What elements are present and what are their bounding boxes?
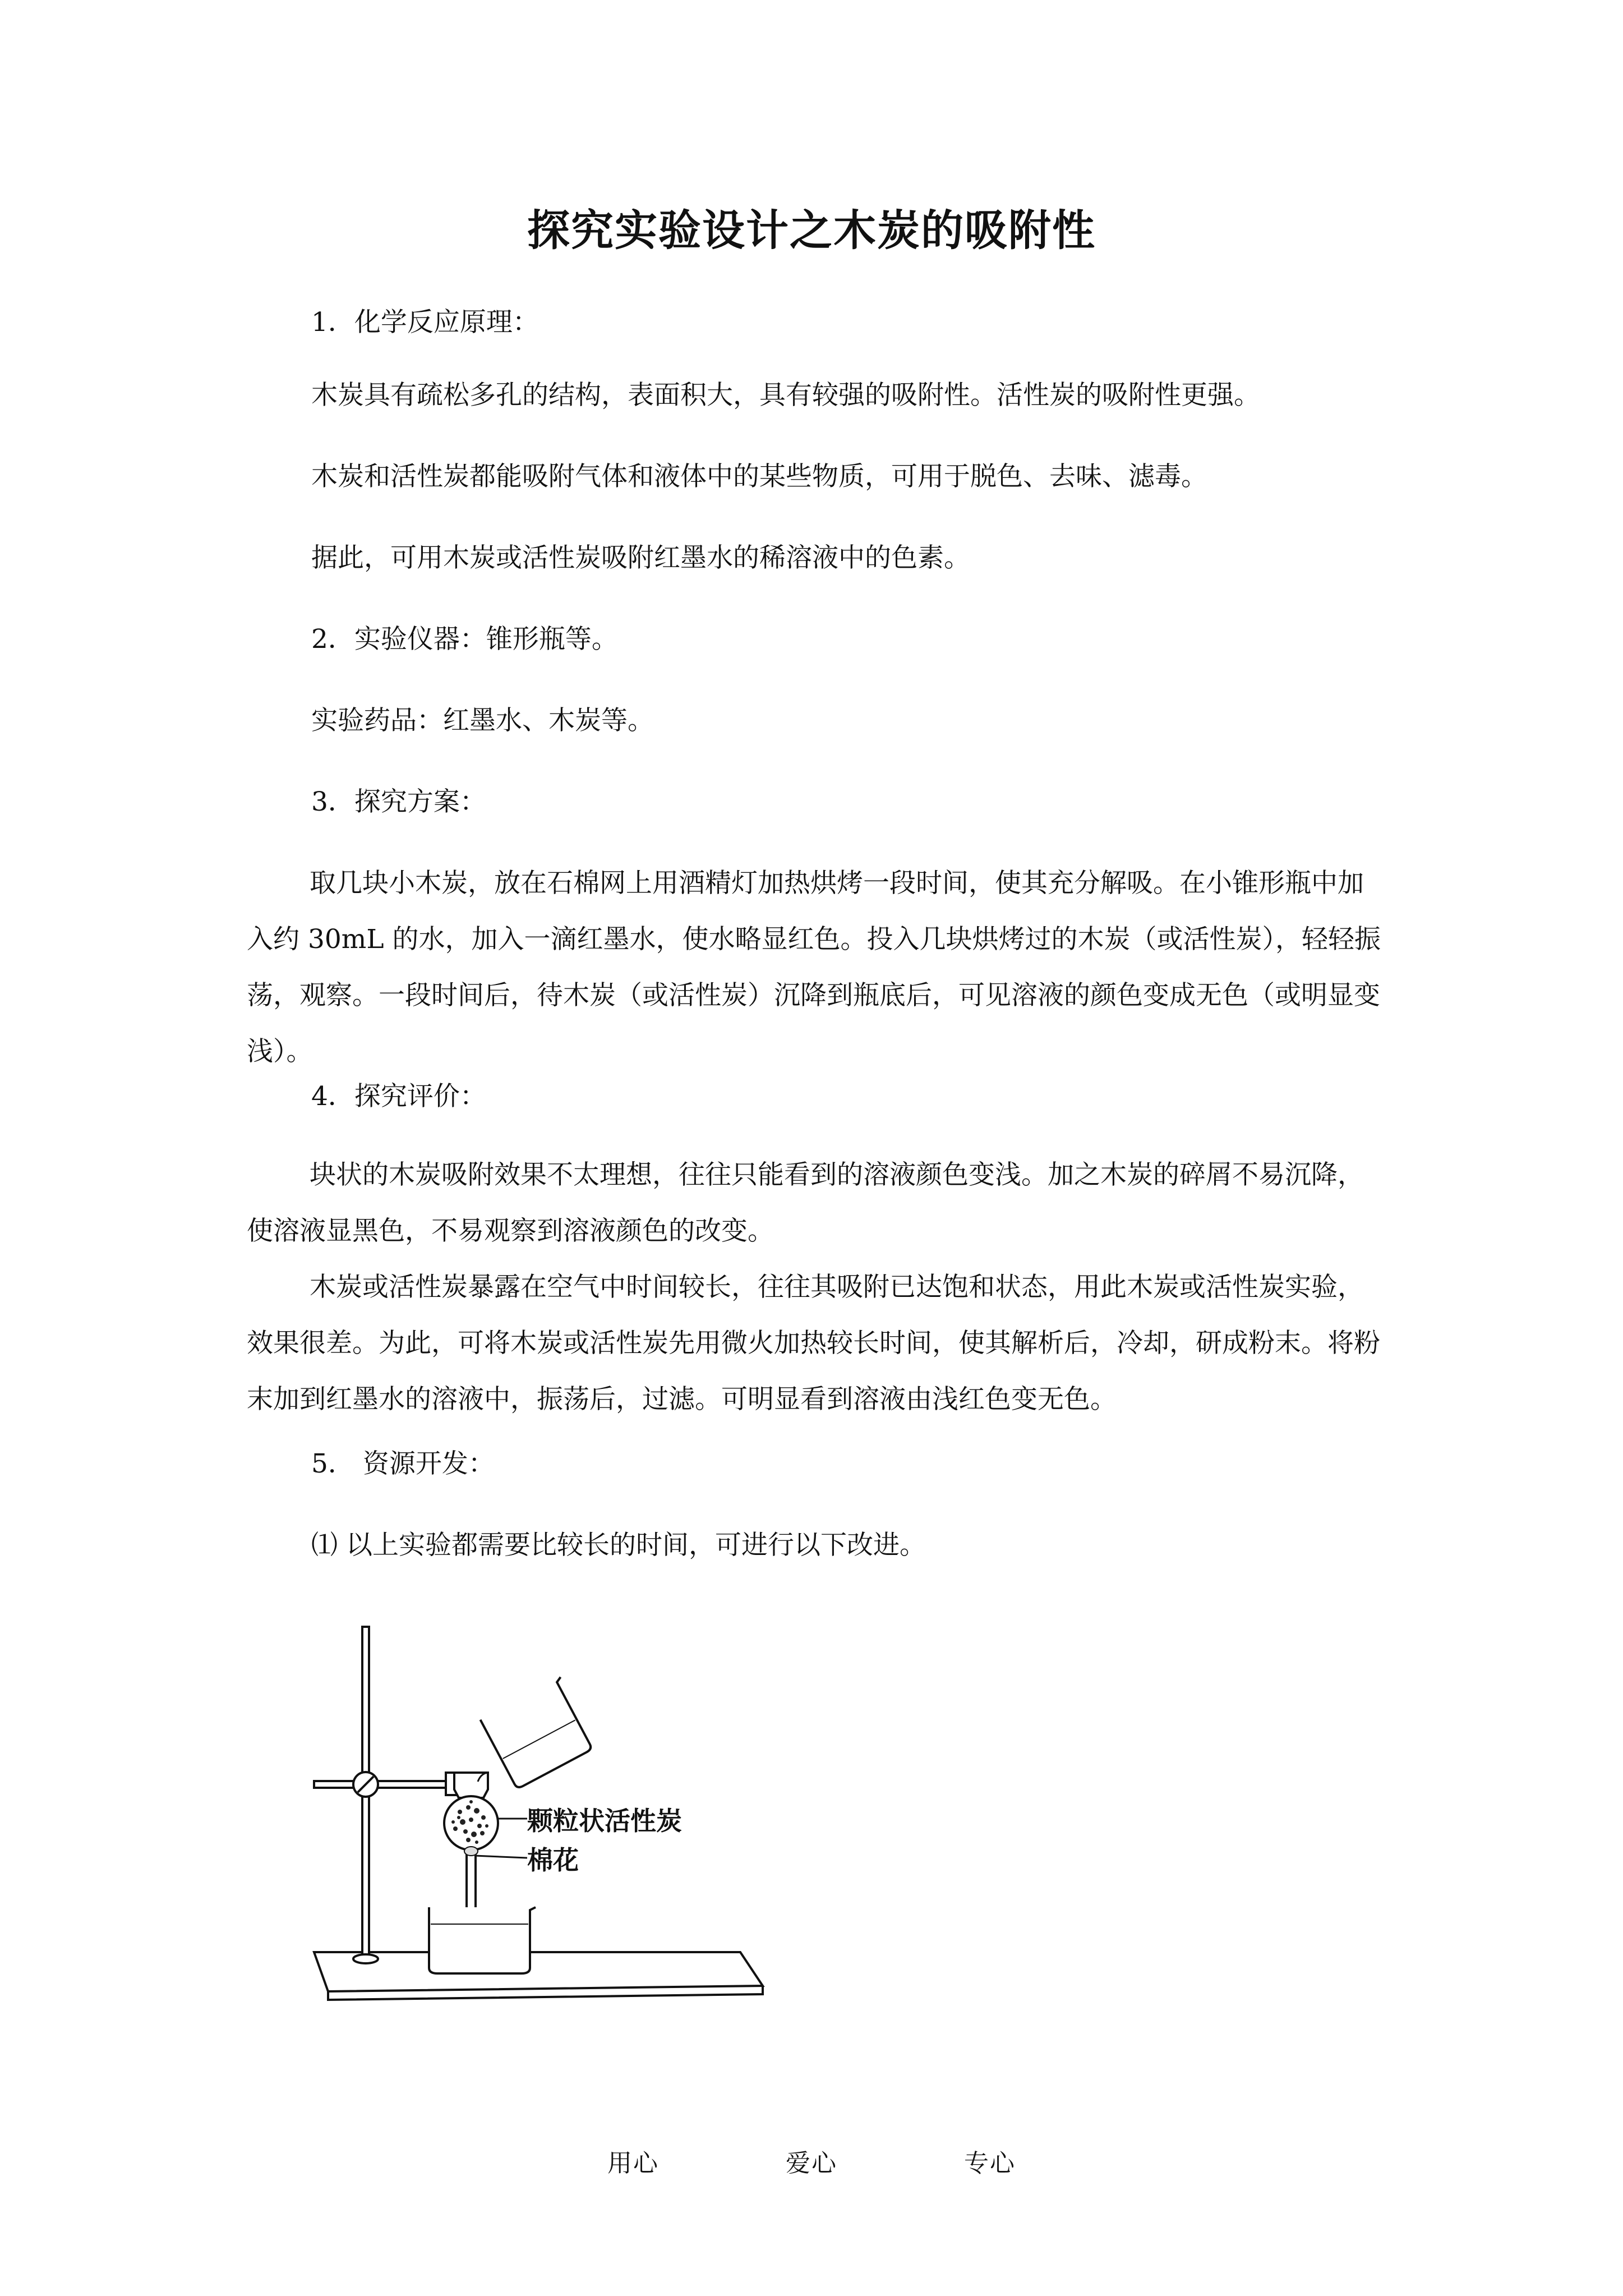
section-5-heading: 5． 资源开发： bbox=[311, 1448, 495, 1479]
apparatus-figure bbox=[303, 1604, 808, 2031]
page-footer bbox=[0, 2143, 1623, 2179]
section-4-heading: 4．探究评价： bbox=[311, 1081, 486, 1112]
section-3-paragraph-1: 取几块小木炭，放在石棉网上用酒精灯加热烘烤一段时间，使其充分解吸。在小锥形瓶中加入约 30mL 的水，加入一滴红墨水，使水略显红色。投入几块烘烤过的木炭（或活性炭），轻轻振荡，观察。一段时间后，待木炭（或活性炭）沉降到瓶底后，可见溶液的颜色变成无色（或明显变浅）。 bbox=[247, 868, 1381, 1067]
label-granular-activated-carbon: 颗粒状活性炭 bbox=[527, 1806, 682, 1836]
section-1-paragraph-1: 木炭具有疏松多孔的结构，表面积大，具有较强的吸附性。活性炭的吸附性更强。 bbox=[311, 380, 1260, 411]
pouring-beaker bbox=[481, 1677, 598, 1789]
clamp-arm bbox=[314, 1781, 454, 1788]
section-4-paragraph-2: 木炭或活性炭暴露在空气中时间较长，往往其吸附已达饱和状态，用此木炭或活性炭实验，效果很差。为此，可将木炭或活性炭先用微火加热较长时间，使其解析后，冷却，研成粉末。将粉末加到红墨水的溶液中，振荡后，过滤。可明显看到溶液由浅红色变无色。 bbox=[247, 1272, 1380, 1415]
section-3-heading: 3．探究方案： bbox=[311, 786, 486, 817]
filter-tube bbox=[454, 1773, 488, 1798]
footer-item-1: 用心 bbox=[607, 2149, 659, 2178]
section-1-paragraph-3: 据此，可用木炭或活性炭吸附红墨水的稀溶液中的色素。 bbox=[311, 542, 970, 573]
stand-base bbox=[314, 1952, 763, 1991]
section-1-paragraph-2: 木炭和活性炭都能吸附气体和液体中的某些物质，可用于脱色、去味、滤毒。 bbox=[311, 461, 1207, 492]
collecting-beaker bbox=[429, 1907, 536, 1973]
footer-item-2: 爱心 bbox=[786, 2149, 837, 2178]
document-title: 探究实验设计之木炭的吸附性 bbox=[527, 205, 1096, 255]
section-1-heading: 1．化学反应原理： bbox=[311, 307, 539, 338]
footer-item-3: 专心 bbox=[964, 2149, 1016, 2178]
section-2-heading: 2．实验仪器：锥形瓶等。 bbox=[311, 624, 618, 655]
section-4-paragraph-1: 块状的木炭吸附效果不太理想，往往只能看到的溶液颜色变浅。加之木炭的碎屑不易沉降，使溶液显黑色，不易观察到溶液颜色的改变。 bbox=[247, 1159, 1364, 1246]
section-2-paragraph-1: 实验药品：红墨水、木炭等。 bbox=[311, 705, 654, 736]
section-5-paragraph-1: ⑴ 以上实验都需要比较长的时间，可进行以下改进。 bbox=[311, 1530, 926, 1561]
label-cotton: 棉花 bbox=[527, 1845, 579, 1875]
